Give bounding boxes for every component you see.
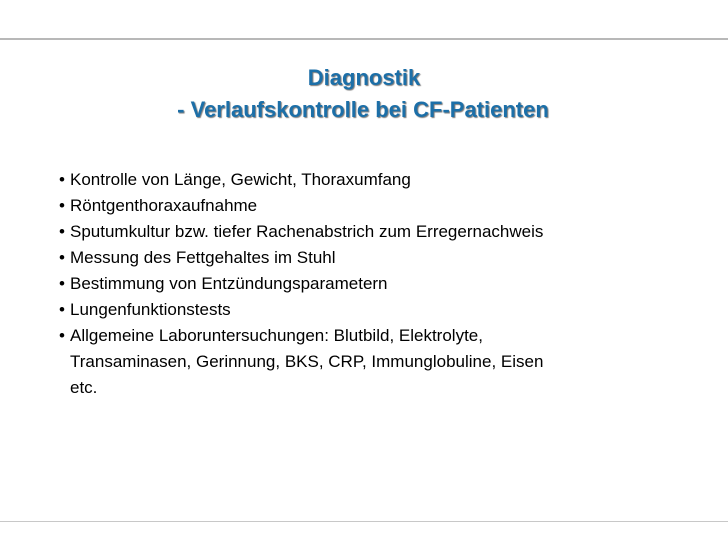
bullet-text: Allgemeine Laboruntersuchungen: Blutbild, Elektrolyte, — [70, 326, 483, 345]
bullet-text: Röntgenthoraxaufnahme — [70, 196, 258, 215]
title-line-2: - Verlaufskontrolle bei CF-Patienten — [177, 97, 549, 122]
bullet-dot: • — [59, 248, 65, 267]
top-divider — [0, 38, 728, 40]
bullet-text: Bestimmung von Entzündungsparametern — [70, 274, 388, 293]
bullet-text: Lungenfunktionstests — [70, 300, 231, 319]
bullet-item — [59, 323, 709, 401]
bullet-dot: • — [59, 300, 65, 319]
bullet-item — [59, 245, 709, 271]
bullet-item — [59, 297, 709, 323]
bullet-item — [59, 271, 709, 297]
bullet-dot: • — [59, 274, 65, 293]
bullet-continuation: etc. — [70, 378, 98, 397]
bullet-text: Messung des Fettgehaltes im Stuhl — [70, 248, 336, 267]
bullet-item — [59, 219, 709, 245]
slide-title — [0, 62, 728, 126]
bullet-dot: • — [59, 196, 65, 215]
bottom-divider — [0, 521, 728, 522]
bullet-dot: • — [59, 326, 65, 345]
bullet-item — [59, 193, 709, 219]
bullet-continuation: Transaminasen, Gerinnung, BKS, CRP, Immunglobuline, Eisen — [70, 352, 544, 371]
bullet-dot: • — [59, 170, 65, 189]
bullet-text: Kontrolle von Länge, Gewicht, Thoraxumfang — [70, 170, 411, 189]
bullet-list — [59, 167, 709, 401]
bullet-item — [59, 167, 709, 193]
bullet-dot: • — [59, 222, 65, 241]
title-line-1: Diagnostik — [307, 65, 421, 90]
bullet-text: Sputumkultur bzw. tiefer Rachenabstrich zum Erregernachweis — [70, 222, 544, 241]
